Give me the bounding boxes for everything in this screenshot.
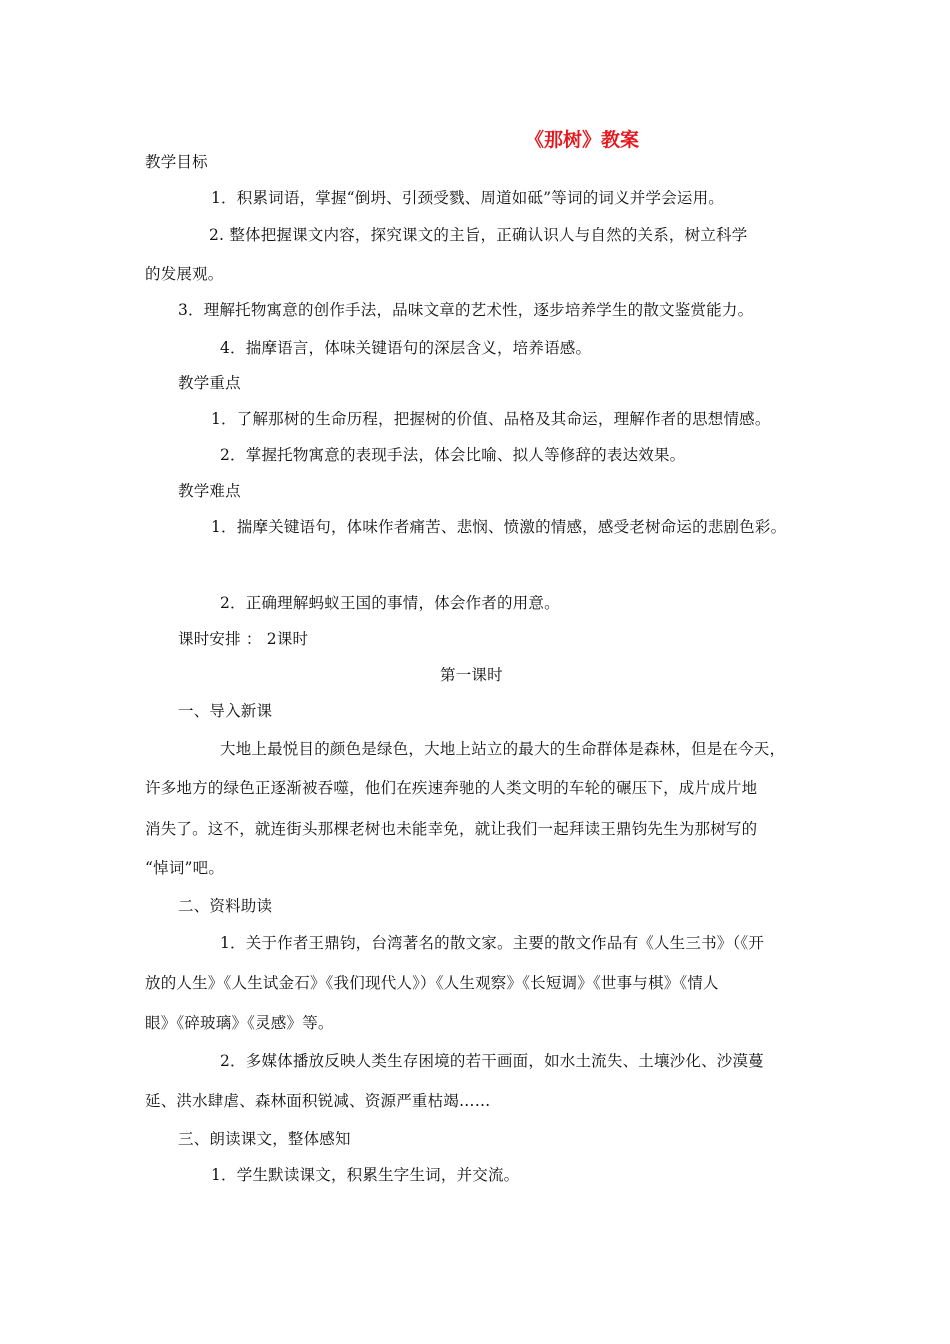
schedule: 课时安排 ： 2课时 [178,630,309,648]
objective-3: 3．理解托物寓意的创作手法，品味文章的艺术性，逐步培养学生的散文鉴赏能力。 [178,301,754,319]
section-heading-objectives: 教学目标 [145,153,208,171]
objective-1: 1．积累词语，掌握“倒坍、引颈受戮、周道如砥”等词的词义并学会运用。 [211,189,725,207]
intro-paragraph-line-1: 大地上最悦目的颜色是绿色，大地上站立的最大的生命群体是森林，但是在今天， [220,740,786,758]
intro-paragraph-line-3: 消失了。这不，就连街头那棵老树也未能幸免，就让我们一起拜读王鼎钧先生为那树写的 [145,820,758,838]
section-heading-materials: 二、资料助读 [178,897,273,915]
key-point-2: 2．掌握托物寓意的表现手法，体会比喻、拟人等修辞的表达效果。 [220,446,686,464]
intro-paragraph-line-2: 许多地方的绿色正逐渐被吞噬，他们在疾速奔驰的人类文明的车轮的碾压下，成片成片地 [145,779,758,797]
materials-1-line-2: 放的人生》《人生试金石》《我们现代人》）《人生观察》《长短调》《世事与棋》《情人 [145,974,719,992]
section-heading-key-points: 教学重点 [178,374,241,392]
objective-4: 4．揣摩语言，体味关键语句的深层含义，培养语感。 [220,339,592,357]
lesson-heading: 第一课时 [440,666,503,684]
section-heading-reading: 三、朗读课文，整体感知 [178,1130,351,1148]
document-title: 《那树》教案 [525,129,640,151]
objective-2-cont: 的发展观。 [145,265,224,283]
section-heading-intro: 一、导入新课 [178,702,273,720]
intro-paragraph-line-4: “悼词”吧。 [145,859,225,877]
key-point-1: 1．了解那树的生命历程，把握树的价值、品格及其命运，理解作者的思想情感。 [211,410,771,428]
materials-2-line-1: 2．多媒体播放反映人类生存困境的若干画面，如水土流失、土壤沙化、沙漠蔓 [220,1052,764,1070]
reading-1: 1．学生默读课文，积累生字生词，并交流。 [211,1166,520,1184]
difficulty-1: 1．揣摩关键语句，体味作者痛苦、悲悯、愤激的情感，感受老树命运的悲剧色彩。 [211,518,787,536]
materials-1-line-1: 1．关于作者王鼎钧，台湾著名的散文家。主要的散文作品有《人生三书》（《开 [220,934,765,952]
materials-2-line-2: 延、洪水肆虐、森林面积锐减、资源严重枯竭…… [145,1092,491,1110]
objective-2: 2. 整体把握课文内容，探究课文的主旨，正确认识人与自然的关系，树立科学 [209,226,748,244]
materials-1-line-3: 眼》《碎玻璃》《灵感》等。 [145,1014,334,1032]
section-heading-difficulties: 教学难点 [178,482,241,500]
difficulty-2: 2．正确理解蚂蚁王国的事情，体会作者的用意。 [220,594,560,612]
